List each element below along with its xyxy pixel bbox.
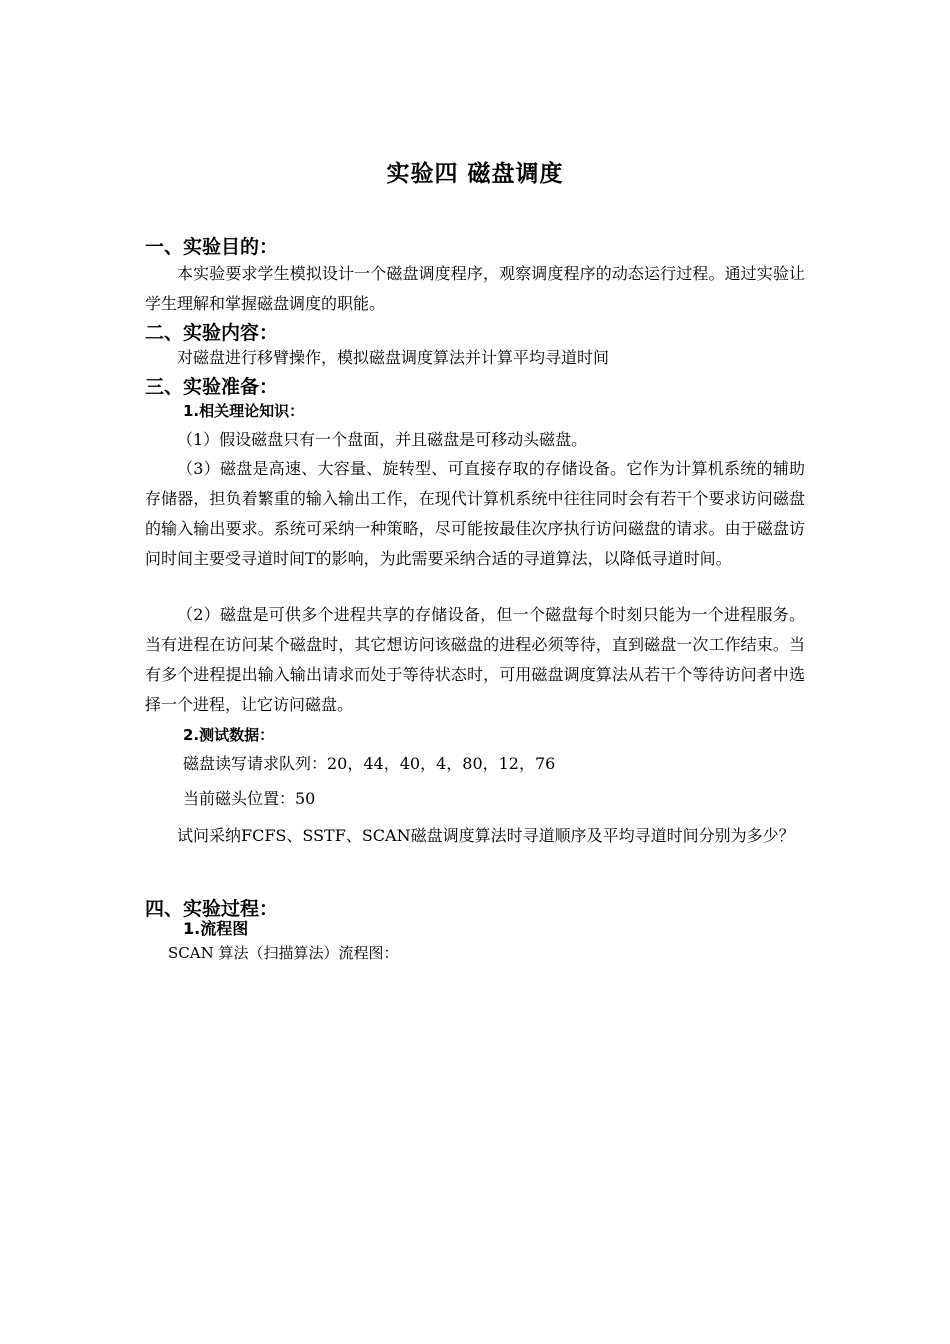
section-heading-content: 二、实验内容： [145,322,279,344]
theory-heading: 1.相关理论知识： [183,402,305,420]
test-data-heading: 2.测试数据： [183,726,275,744]
page-title: 实验四 磁盘调度 [386,161,564,187]
theory-paragraph-3: （2）磁盘是可供多个进程共享的存储设备，但一个磁盘每个时刻只能为一个进程服务。当有进程在访问某个磁盘时，其它想访问该磁盘的进程必须等待，直到磁盘一次工作结束。当有多个进程提出输入输出请求而处于等待状态时，可用磁盘调度算法从若干个等待访问者中选择一个进程，让它访问磁盘。 [145,605,805,714]
test-request-queue: 磁盘读写请求队列：20，44，40，4，80，12，76 [183,754,556,773]
content-text: 对磁盘进行移臂操作，模拟磁盘调度算法并计算平均寻道时间 [177,348,610,367]
test-head-position: 当前磁头位置：50 [183,789,316,808]
flowchart-heading: 1.流程图 [183,919,249,938]
theory-paragraph-2: （3）磁盘是高速、大容量、旋转型、可直接存取的存储设备。它作为计算机系统的辅助存储器，担负着繁重的输入输出工作，在现代计算机系统中往往同时会有若干个要求访问磁盘的输入输出要求。系统可采纳一种策略，尽可能按最佳次序执行访问磁盘的请求。由于磁盘访问时间主要受寻道时间T的影响，为此需要采纳合适的寻道算法，以降低寻道时间。 [145,459,805,568]
flowchart-caption: SCAN 算法（扫描算法）流程图： [168,944,399,962]
test-question: 试问采纳FCFS、SSTF、SCAN磁盘调度算法时寻道顺序及平均寻道时间分别为多少？ [177,826,795,845]
theory-paragraph-1: （1）假设磁盘只有一个盘面，并且磁盘是可移动头磁盘。 [177,430,588,449]
section-heading-purpose: 一、实验目的： [145,236,279,258]
purpose-text: 本实验要求学生模拟设计一个磁盘调度程序，观察调度程序的动态运行过程。通过实验让学生理解和掌握磁盘调度的职能。 [145,264,805,313]
section-heading-preparation: 三、实验准备： [145,376,279,398]
section-heading-process: 四、实验过程： [145,898,279,920]
